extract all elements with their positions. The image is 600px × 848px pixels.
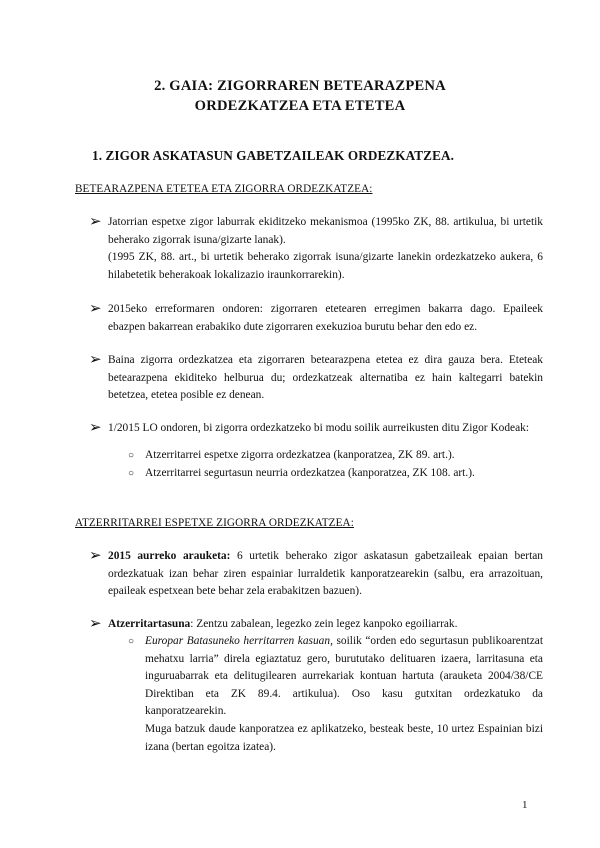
bullet-circle-icon: ○ [128,636,135,647]
page-title-line-2: ORDEZKATZEA ETA ETETEA [194,98,406,114]
section-2-item-2-text: : Zentzu zabalean, legezko zein legez kanpoko egoiliarrak. [190,618,458,630]
section-2-item-2-lead: Atzerritartasuna [108,618,191,630]
bullet-arrow-icon: ➢ [89,616,102,632]
section-2-item-1-text: 6 urtetik beherako zigor askatasun gabetzaileak epaian bertan ordezkatuak izan behar ziren espainiar lurraldetik kanporatzearekin (salbu, era arrazoituan, epaileak espetxean bete behar zela erabakitzen bazuen). [108,550,543,598]
bullet-circle-icon: ○ [128,450,135,461]
section-1-item-4: 1/2015 LO ondoren, bi zigorra ordezkatzeko bi modu soilik aurreikusten ditu Zigor Kodeak: [108,422,530,434]
bullet-arrow-icon: ➢ [89,352,102,368]
page-number: 1 [522,799,528,811]
section-1-item-1: Jatorrian espetxe zigor laburrak ekiditzeko mekanismoa (1995ko ZK, 88. artikulua, bi urtetik beherako zigorrak isuna/gizarte lanak). [108,216,543,246]
bullet-arrow-icon: ➢ [89,548,102,564]
bullet-arrow-icon: ➢ [89,420,102,436]
section-2-item-2 [108,616,543,634]
section-1-item-3: Baina zigorra ordezkatzea eta zigorraren betearazpena etetea ez dira gauza bera. Eteteak betearazpena ekiditeko helburua du; ordezkatzeak alternatiba ez hain kaltegarri batekin betetzea, etetea posible ez denean. [108,354,543,402]
bullet-circle-icon: ○ [128,468,135,479]
section-1-item-4-sub-2: Atzerritarrei segurtasun neurria ordezkatzea (kanporatzea, ZK 108. art.). [145,467,475,479]
page-title-line-1: 2. GAIA: ZIGORRAREN BETEARAZPENA [154,78,446,94]
section-2-item-2-sub-1-note: Muga batzuk daude kanporatzea ez aplikatzeko, besteak beste, 10 urtez Espainian bizi izana (bertan egoitza izatea). [145,723,543,753]
section-1-heading: BETEARAZPENA ETETEA ETA ZIGORRA ORDEZKATZEA: [75,183,373,195]
bullet-arrow-icon: ➢ [89,301,102,317]
section-2-item-1 [108,548,543,601]
section-2-item-2-sub-1-lead: Europar Batasuneko herritarren kasuan, [145,635,333,647]
section-2-item-1-lead: 2015 aurreko arauketa: [108,550,231,562]
heading-1: 1. ZIGOR ASKATASUN GABETZAILEAK ORDEZKATZEA. [92,148,454,163]
bullet-arrow-icon: ➢ [89,214,102,230]
section-2-item-2-sub-1-text: soilik “orden edo segurtasun publikoarentzat mehatxu larria” direla egiaztatuz gero, burututako delituaren izaera, larritasuna eta inguruabarrak eta delitugilearen aurrekariak kontuan hartuta (arauketa 2004/38/CE Direktiban eta ZK 89.4. artikulua). Oso kasu gutxitan ordezkatuko da kanporatzearekin. [145,635,543,718]
section-1-item-2: 2015eko erreformaren ondoren: zigorraren etetearen erregimen bakarra dago. Epaileek ebazpen bakarrean erabakiko dute zigorraren exekuzioa burutu behar den edo ez. [108,303,543,333]
section-2-heading: ATZERRITARREI ESPETXE ZIGORRA ORDEZKATZEA: [75,517,354,529]
section-1-item-4-sub-1: Atzerritarrei espetxe zigorra ordezkatzea (kanporatzea, ZK 89. art.). [145,449,455,461]
section-2-item-2-sub-1 [145,633,543,721]
section-1-item-1-note: (1995 ZK, 88. art., bi urtetik beherako zigorrak isuna/gizarte lanekin ordezkatzeko aukera, 6 hilabetetik beherakoak lokalizazio iraunkorrarekin). [108,251,543,281]
